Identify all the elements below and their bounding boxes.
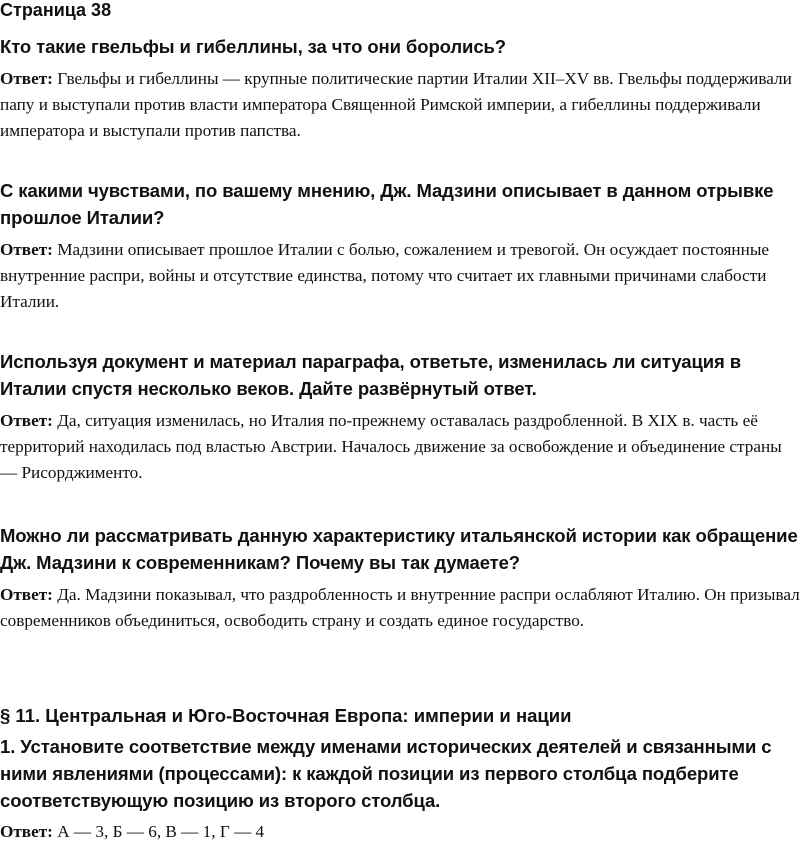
qa-block	[0, 33, 800, 144]
qa-block	[0, 348, 800, 486]
answer-text: Гвельфы и гибеллины — крупные политические партии Италии XII–XV вв. Гвельфы поддерживали папу и выступали против власти императора Священной Римской империи, а гибеллины поддерживали императора и выступали против папства.	[0, 69, 792, 140]
qa-block	[0, 522, 800, 634]
answer-label: Ответ:	[0, 411, 53, 430]
page-title: Страница 38	[0, 0, 112, 20]
answer-text: Мадзини описывает прошлое Италии с болью, сожалением и тревогой. Он осуждает постоянные внутренние распри, войны и отсутствие единства, потому что считает их главными причинами слабости Италии.	[0, 240, 769, 311]
answer-paragraph	[0, 408, 800, 486]
answer-text: Да. Мадзини показывал, что раздробленность и внутренние распри ослабляют Италию. Он призывал современников объединиться, освободить страну и создать единое государство.	[0, 585, 800, 630]
section-title: § 11. Центральная и Юго-Восточная Европа: империи и нации	[0, 705, 572, 726]
answer-paragraph	[0, 582, 800, 634]
section-heading-block	[0, 702, 800, 729]
answer-label: Ответ:	[0, 822, 53, 841]
answer-label: Ответ:	[0, 240, 53, 259]
question-text: Используя документ и материал параграфа, ответьте, изменилась ли ситуация в Италии спустя несколько веков. Дайте развёрнутый ответ.	[0, 351, 742, 399]
answer-paragraph	[0, 819, 800, 845]
task-text: 1. Установите соответствие между именами исторических деятелей и связанными с ними явлениями (процессами): к каждой позиции из первого столбца подберите соответствующую позицию из второго столбца.	[0, 736, 772, 811]
answer-text: А — 3, Б — 6, В — 1, Г — 4	[57, 822, 265, 841]
answer-label: Ответ:	[0, 69, 53, 88]
answer-label: Ответ:	[0, 585, 53, 604]
question-text: Можно ли рассматривать данную характеристику итальянской истории как обращение Дж. Мадзини к современникам? Почему вы так думаете?	[0, 525, 798, 573]
answer-paragraph	[0, 66, 800, 144]
question-text: С какими чувствами, по вашему мнению, Дж. Мадзини описывает в данном отрывке прошлое Италии?	[0, 180, 774, 228]
answer-text: Да, ситуация изменилась, но Италия по-прежнему оставалась раздробленной. В XIX в. часть её территорий находилась под властью Австрии. Началось движение за освобождение и объединение страны — Рисорджименто.	[0, 411, 782, 482]
task-block	[0, 733, 800, 845]
question-text: Кто такие гвельфы и гибеллины, за что они боролись?	[0, 36, 506, 57]
answer-paragraph	[0, 237, 800, 315]
qa-block	[0, 177, 800, 315]
